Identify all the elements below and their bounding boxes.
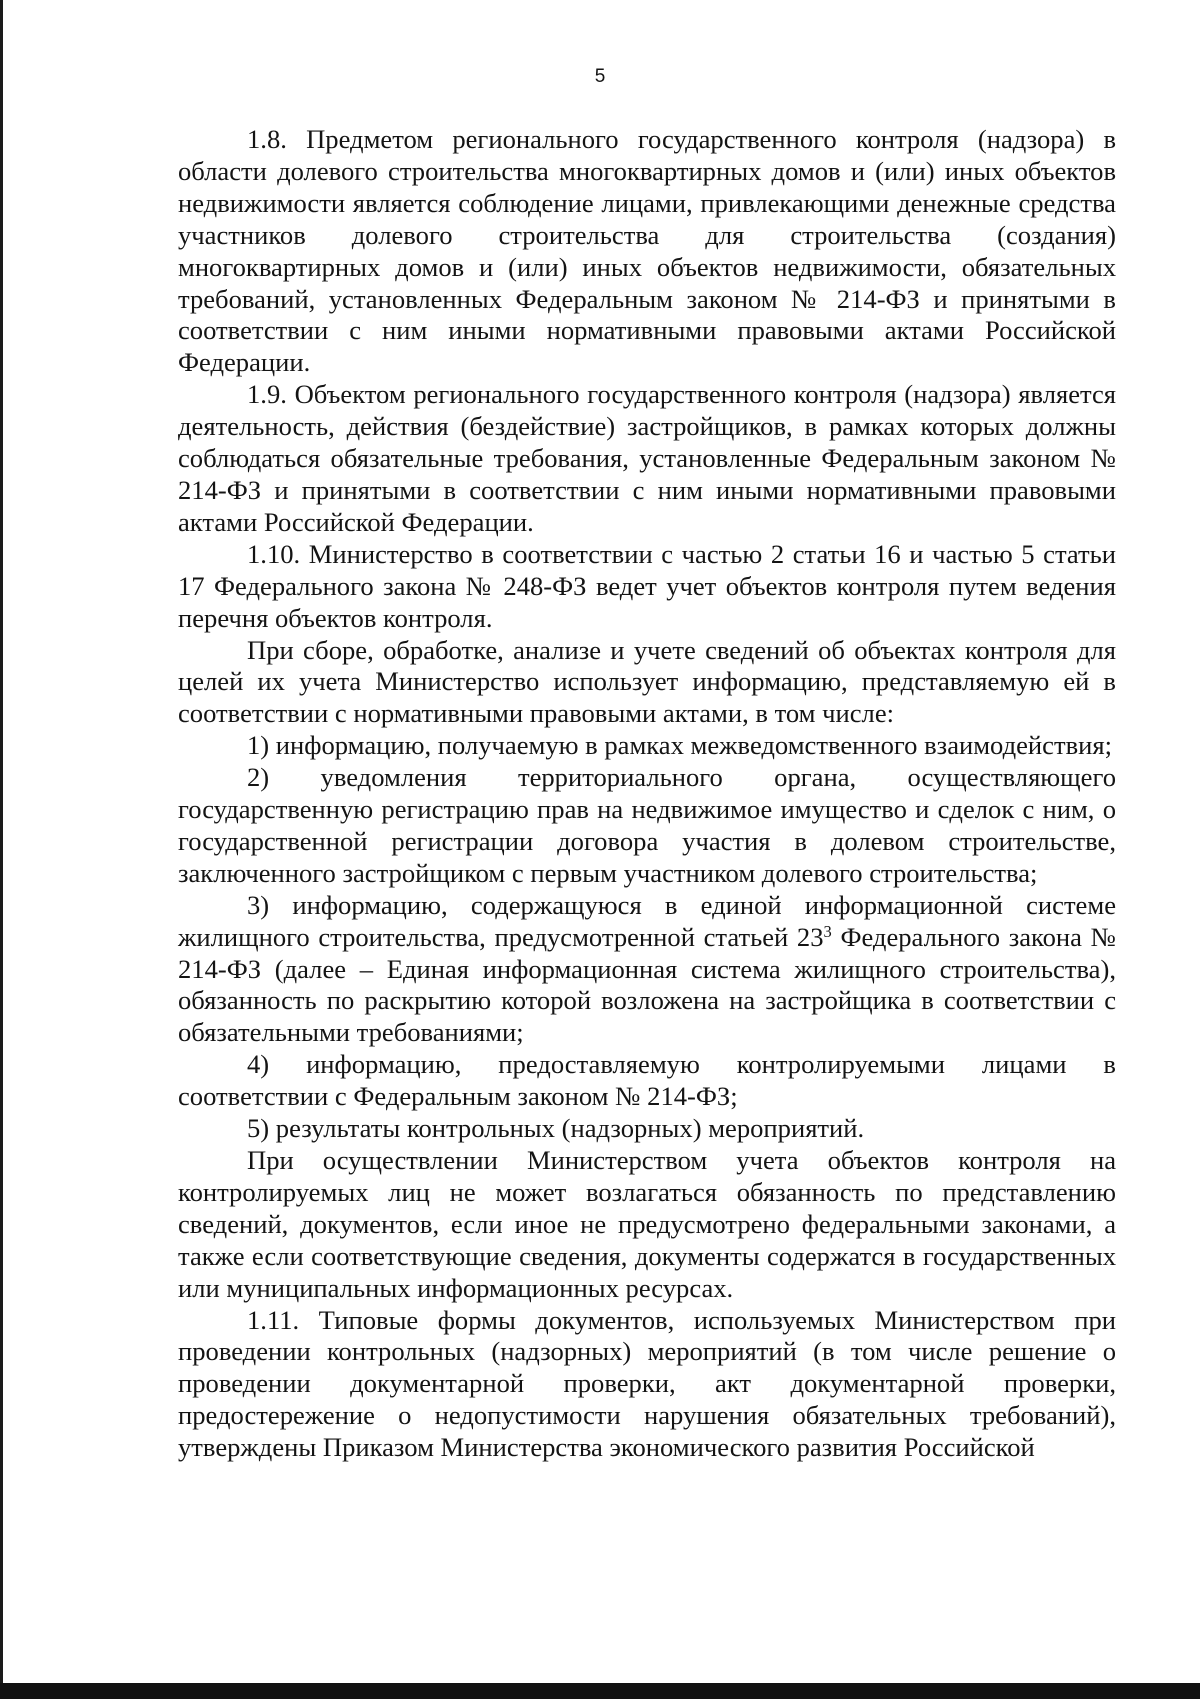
paragraph-1-10: 1.10. Министерство в соответствии с частью 2 статьи 16 и частью 5 статьи 17 Федерального закона № 248-ФЗ ведет учет объектов контроля путем ведения перечня объектов контроля.: [178, 538, 1116, 633]
paragraph-1-9: 1.9. Объектом регионального государственного контроля (надзора) является деятельность, действия (бездействие) застройщиков, в рамках которых должны соблюдаться обязательные требования, установленные Федеральным законом № 214-ФЗ и принятыми в соответствии с ним иными нормативными правовыми актами Российской Федерации.: [178, 379, 1116, 537]
paragraph-1-11: 1.11. Типовые формы документов, используемых Министерством при проведении контрольных (надзорных) мероприятий (в том числе решение о проведении документарной проверки, акт документарной проверки, предостережение о недопустимости нарушения обязательных требований), утверждены Приказом Министерства экономического развития Российской: [178, 1304, 1116, 1463]
list-item-1: 1) информацию, получаемую в рамках межведомственного взаимодействия;: [247, 730, 1112, 761]
paragraph-sources-intro: При сборе, обработке, анализе и учете сведений об объектах контроля для целей их учета Министерство использует информацию, представляемую ей в соответствии с нормативными правовыми актами, в том числе:: [178, 634, 1116, 729]
list-item-3-text-before: 3) информацию, содержащуюся в единой информационной системе жилищного строительства, предусмотренной статьей 23: [178, 889, 1116, 952]
list-item-3: [178, 890, 1116, 1050]
list-item-3-text-after: Федерального закона № 214-ФЗ (далее – Единая информационная система жилищного строительства), обязанность по раскрытию которой возложена на застройщика в соответствии с обязательными требованиями;: [178, 921, 1116, 1048]
article-superscript: 3: [823, 921, 832, 941]
paragraph-1-8: 1.8. Предметом регионального государственного контроля (надзора) в области долевого строительства многоквартирных домов и (или) иных объектов недвижимости является соблюдение лицами, привлекающими денежные средства участников долевого строительства для строительства (создания) многоквартирных домов и (или) иных объектов недвижимости, обязательных требований, установленных Федеральным законом № 214-ФЗ и принятыми в соответствии с ним иными нормативными правовыми актами Российской Федерации.: [178, 124, 1116, 378]
paragraph-accounting-note: При осуществлении Министерством учета объектов контроля на контролируемых лиц не может возлагаться обязанность по представлению сведений, документов, если иное не предусмотрено федеральными законами, а также если соответствующие сведения, документы содержатся в государственных или муниципальных информационных ресурсах.: [178, 1145, 1116, 1303]
list-item-2: 2) уведомления территориального органа, осуществляющего государственную регистрацию прав на недвижимое имущество и сделок с ним, о государственной регистрации договора участия в долевом строительстве, заключенного застройщиком с первым участником долевого строительства;: [178, 762, 1116, 888]
list-item-5: 5) результаты контрольных (надзорных) мероприятий.: [247, 1113, 865, 1144]
scan-edge-bottom: [0, 1683, 1200, 1699]
scan-edge-left: [0, 0, 3, 1699]
document-body: [178, 124, 1116, 1464]
page-number: 5: [594, 66, 606, 87]
list-item-4: 4) информацию, предоставляемую контролируемыми лицами в соответствии с Федеральным законом № 214-ФЗ;: [178, 1049, 1116, 1112]
